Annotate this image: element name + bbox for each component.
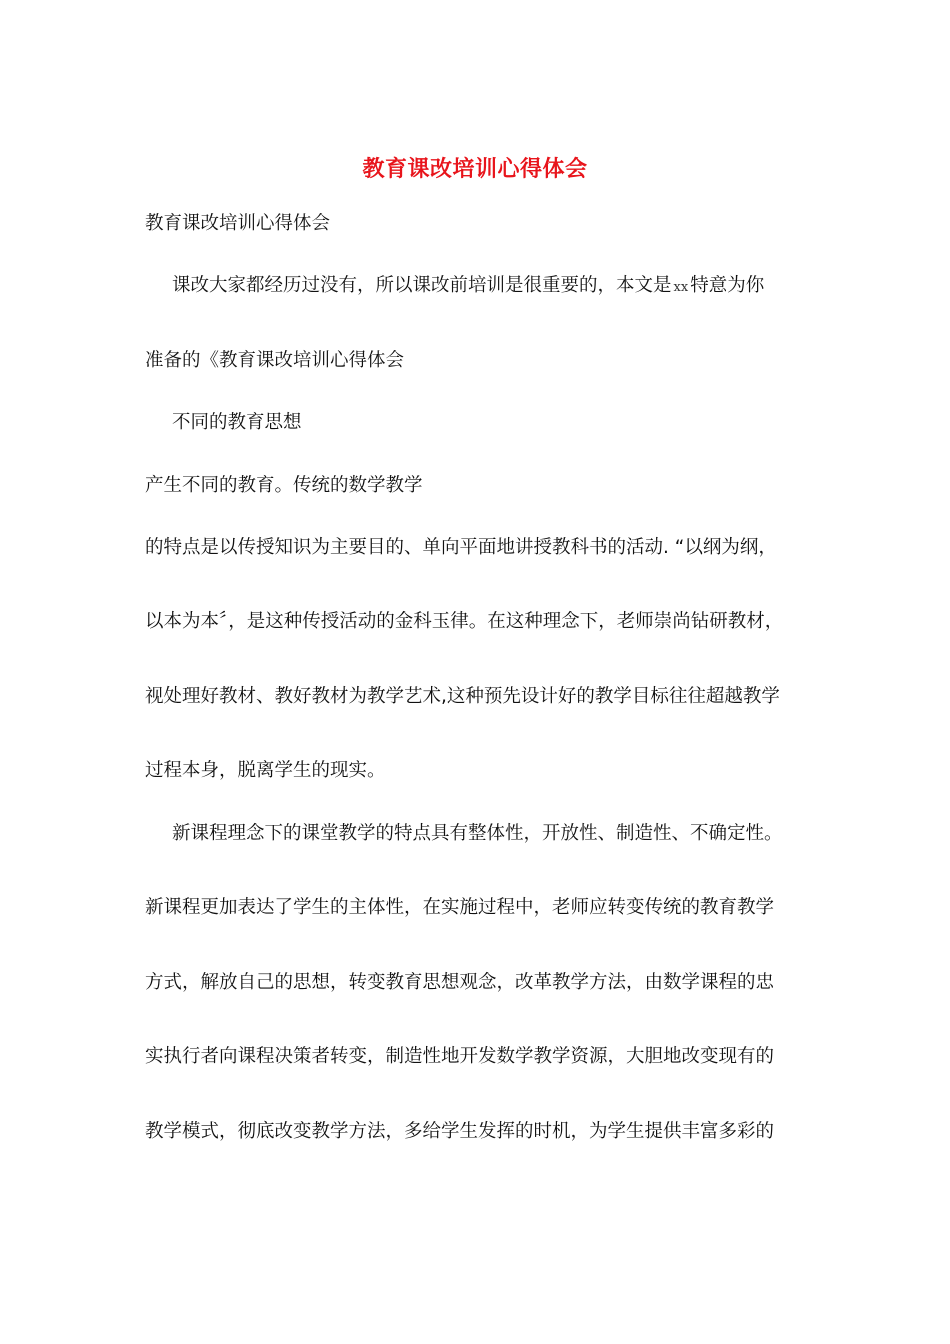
intro-line-1 <box>172 274 764 300</box>
paragraph-line: 教学模式，彻底改变教学方法，多给学生发挥的时机，为学生提供丰富多彩的 <box>145 1121 775 1142</box>
document-title: 教育课改培训心得体会 <box>362 156 588 182</box>
paragraph-line: 产生不同的教育。传统的数学教学 <box>145 475 423 496</box>
paragraph-line: 过程本身，脱离学生的现实。 <box>145 760 386 781</box>
paragraph-line: 新课程理念下的课堂教学的特点具有整体性，开放性、制造性、不确定性。 <box>172 823 783 844</box>
paragraph-line: 新课程更加表达了学生的主体性，在实施过程中，老师应转变传统的教育教学 <box>145 897 775 918</box>
paragraph-line: 不同的教育思想 <box>172 412 302 433</box>
intro-text-part-2: 特意为你 <box>690 275 765 296</box>
document-subtitle: 教育课改培训心得体会 <box>145 213 331 234</box>
paragraph-line: 实执行者向课程决策者转变，制造性地开发数学教学资源，大胆地改变现有的 <box>145 1046 775 1067</box>
author-mark: xx <box>673 280 689 295</box>
intro-line-2: 准备的《教育课改培训心得体会 <box>145 350 405 371</box>
paragraph-line: 方式，解放自己的思想，转变教育思想观念，改革教学方法，由数学课程的忠 <box>145 972 775 993</box>
paragraph-line: 的特点是以传授知识为主要目的、单向平面地讲授教科书的活动. “以纲为纲， <box>145 537 777 558</box>
intro-text-part-1: 课改大家都经历过没有，所以课改前培训是很重要的，本文是 <box>172 275 672 296</box>
paragraph-line: 视处理好教材、教好教材为教学艺术,这种预先设计好的教学目标往往超越教学 <box>145 686 780 707</box>
paragraph-line: 以本为本〞，是这种传授活动的金科玉律。在这种理念下，老师崇尚钻研教材， <box>145 611 784 632</box>
